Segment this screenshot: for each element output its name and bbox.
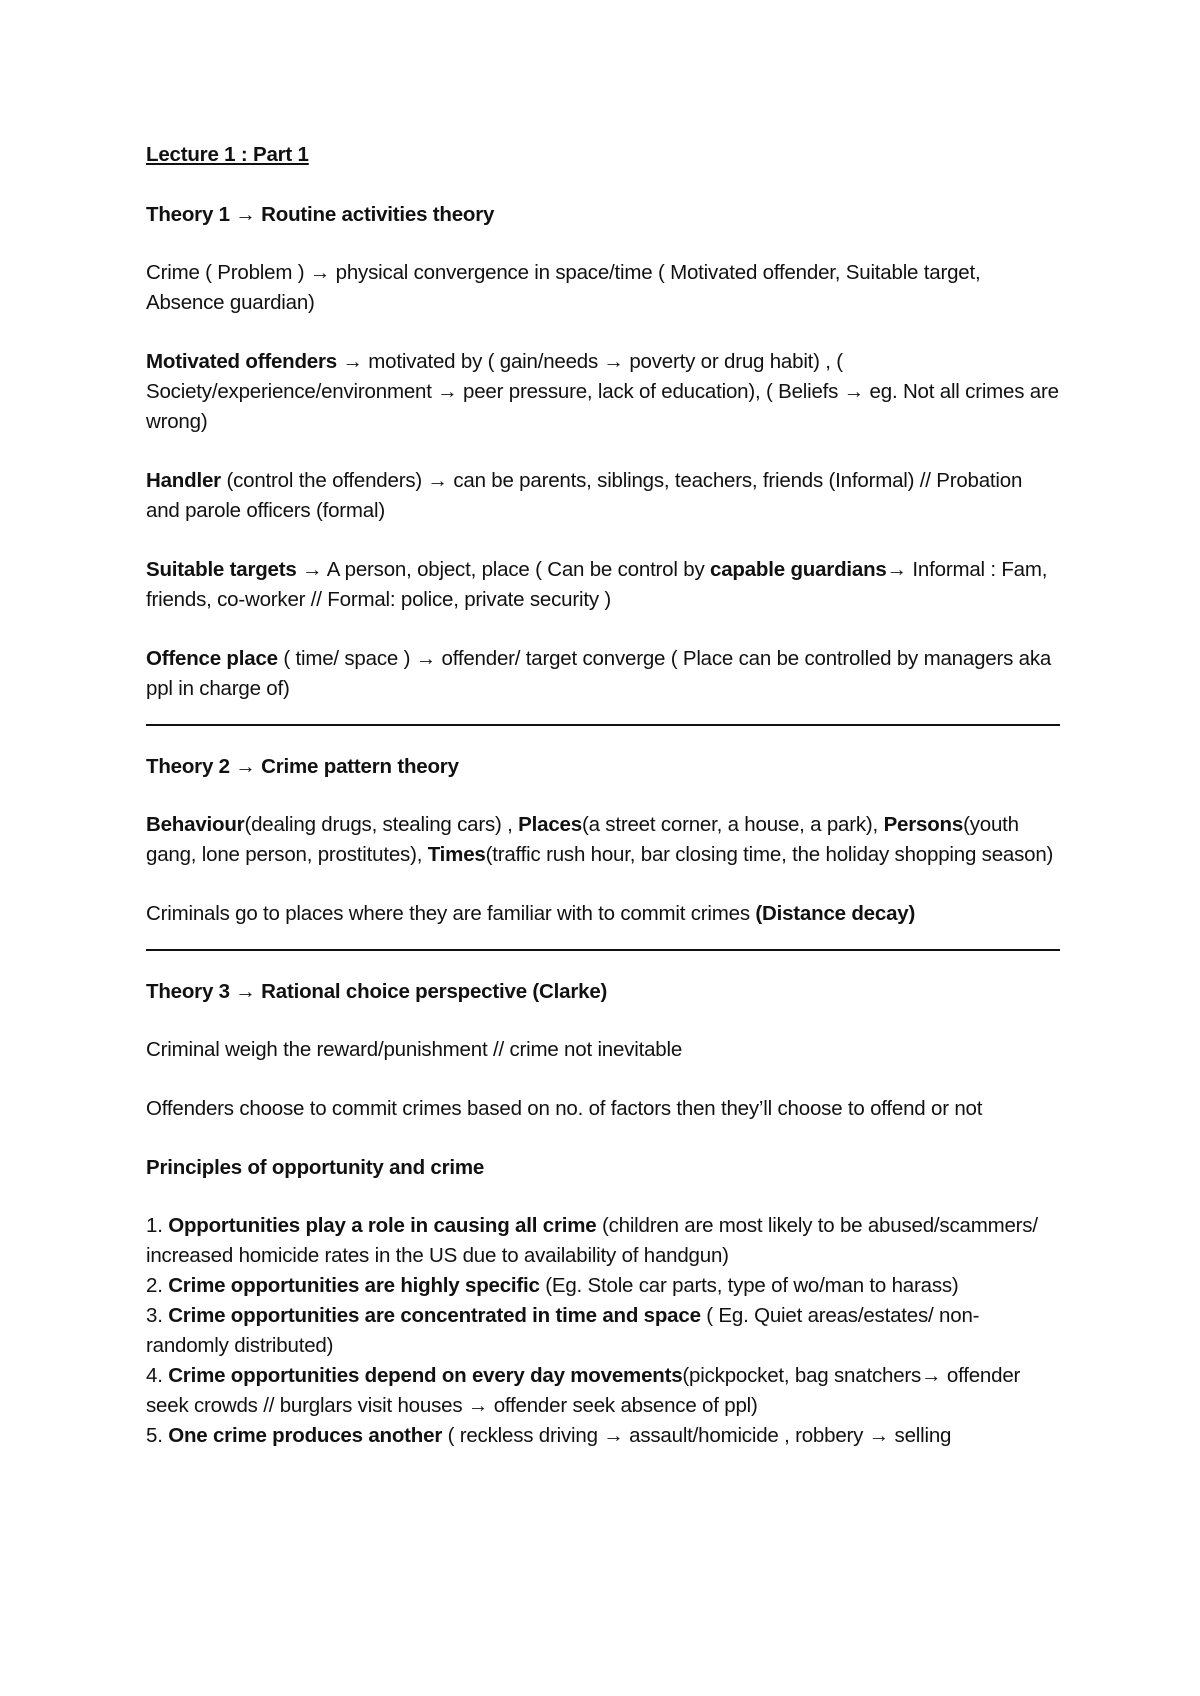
motivated-text-2: poverty or drug habit) , ( Society/experience/environment — [146, 350, 843, 403]
times-term: Times — [427, 843, 486, 866]
arrow-icon: → — [342, 350, 363, 373]
behaviour-term: Behaviour — [146, 813, 245, 836]
pattern-elements-paragraph — [146, 810, 1060, 870]
offence-place-term: Offence place — [146, 647, 278, 670]
list-item — [146, 1211, 1060, 1271]
section-divider — [146, 724, 1060, 726]
places-text: (a street corner, a house, a park), — [581, 813, 879, 836]
motivated-offenders-paragraph — [146, 347, 1060, 437]
item-text: (Eg. Stole car parts, type of wo/man to harass) — [545, 1274, 959, 1297]
places-term: Places — [518, 813, 582, 836]
list-item — [146, 1271, 1060, 1301]
arrow-icon: → — [415, 647, 437, 670]
item-text: (pickpocket, bag snatchers — [682, 1364, 922, 1387]
item-title: Crime opportunities are concentrated in time and space — [168, 1304, 701, 1327]
document-page — [146, 140, 1060, 1451]
item-number: 5. — [146, 1424, 163, 1447]
crime-lead: Crime ( Problem ) — [146, 261, 305, 284]
theory3-label: Theory 3 — [146, 980, 230, 1003]
arrow-icon: → — [603, 350, 624, 373]
item-text: ( Eg. Quiet areas/estates/ non-randomly distributed) — [146, 1304, 980, 1357]
arrow-icon: → — [302, 558, 323, 581]
list-item — [146, 1361, 1060, 1421]
item-number: 4. — [146, 1364, 163, 1387]
arrow-icon: → — [235, 755, 256, 778]
item-title: One crime produces another — [168, 1424, 443, 1447]
theory2-name: Crime pattern theory — [261, 755, 459, 778]
theory1-name: Routine activities theory — [261, 203, 495, 226]
arrow-icon: → — [921, 1364, 942, 1387]
arrow-icon: → — [437, 380, 458, 403]
theory3-name: Rational choice perspective (Clarke) — [261, 980, 608, 1003]
item-text: assault/homicide , robbery — [629, 1424, 864, 1447]
handler-paragraph — [146, 466, 1060, 526]
theory1-heading — [146, 200, 1060, 230]
arrow-icon: → — [467, 1394, 489, 1417]
suitable-targets-term: Suitable targets — [146, 558, 297, 581]
suitable-targets-paragraph — [146, 555, 1060, 615]
theory3-heading — [146, 977, 1060, 1007]
item-title: Crime opportunities are highly specific — [168, 1274, 540, 1297]
persons-term: Persons — [883, 813, 964, 836]
arrow-icon: → — [235, 203, 256, 226]
targets-text-2: Informal : Fam, friends, co-worker // Formal: police, private security ) — [146, 558, 1048, 611]
item-number: 1. — [146, 1214, 163, 1237]
arrow-icon: → — [603, 1424, 624, 1447]
rational-choice-paragraph-2: Offenders choose to commit crimes based on no. of factors then they’ll choose to offend or not — [146, 1097, 983, 1120]
rational-choice-paragraph-1: Criminal weigh the reward/punishment // crime not inevitable — [146, 1038, 683, 1061]
item-title: Opportunities play a role in causing all crime — [168, 1214, 597, 1237]
item-title: Crime opportunities depend on every day movements — [168, 1364, 683, 1387]
times-text: (traffic rush hour, bar closing time, the holiday shopping season) — [485, 843, 1054, 866]
handler-text-1: (control the offenders) — [226, 469, 423, 492]
item-text: offender seek crowds // burglars visit houses — [146, 1364, 1021, 1417]
capable-guardians-term: capable guardians — [710, 558, 887, 581]
theory2-label: Theory 2 — [146, 755, 230, 778]
theory1-label: Theory 1 — [146, 203, 230, 226]
section-divider — [146, 949, 1060, 951]
item-text: offender seek absence of ppl) — [493, 1394, 758, 1417]
offence-place-paragraph — [146, 644, 1060, 704]
handler-text-2: can be parents, siblings, teachers, friends (Informal) // Probation and parole officers (formal) — [146, 469, 1023, 522]
distance-decay-paragraph — [146, 899, 1060, 929]
behaviour-text: (dealing drugs, stealing cars) , — [244, 813, 513, 836]
arrow-icon: → — [235, 980, 256, 1003]
arrow-icon: → — [886, 558, 907, 581]
motivated-text-1: motivated by ( gain/needs — [368, 350, 599, 373]
persons-text: (youth gang, lone person, prostitutes), — [146, 813, 1019, 866]
arrow-icon: → — [427, 469, 448, 492]
lecture-title: Lecture 1 : Part 1 — [146, 143, 309, 166]
item-number: 3. — [146, 1304, 163, 1327]
list-item — [146, 1421, 1060, 1451]
criminals-text: Criminals go to places where they are familiar with to commit crimes — [146, 902, 750, 925]
motivated-text-4: eg. Not all crimes are wrong) — [146, 380, 1059, 433]
item-number: 2. — [146, 1274, 163, 1297]
crime-definition — [146, 258, 1060, 318]
list-item — [146, 1301, 1060, 1361]
arrow-icon: → — [843, 380, 865, 403]
theory2-heading — [146, 752, 1060, 782]
item-text: (children are most likely to be abused/scammers/ increased homicide rates in the US due to availability of handgun) — [146, 1214, 1038, 1267]
handler-term: Handler — [146, 469, 221, 492]
distance-decay-term: (Distance decay) — [755, 902, 916, 925]
offence-text-1: ( time/ space ) — [283, 647, 411, 670]
crime-text: physical convergence in space/time ( Motivated offender, Suitable target, Absence guardian) — [146, 261, 981, 314]
principles-heading: Principles of opportunity and crime — [146, 1156, 485, 1179]
targets-text-1: A person, object, place ( Can be control by — [326, 558, 705, 581]
motivated-text-3: peer pressure, lack of education), ( Beliefs — [463, 380, 839, 403]
item-text: ( reckless driving — [447, 1424, 598, 1447]
arrow-icon: → — [309, 261, 331, 284]
motivated-offenders-term: Motivated offenders — [146, 350, 337, 373]
offence-text-2: offender/ target converge ( Place can be controlled by managers aka ppl in charge of) — [146, 647, 1052, 700]
arrow-icon: → — [868, 1424, 890, 1447]
item-text: selling — [894, 1424, 952, 1447]
